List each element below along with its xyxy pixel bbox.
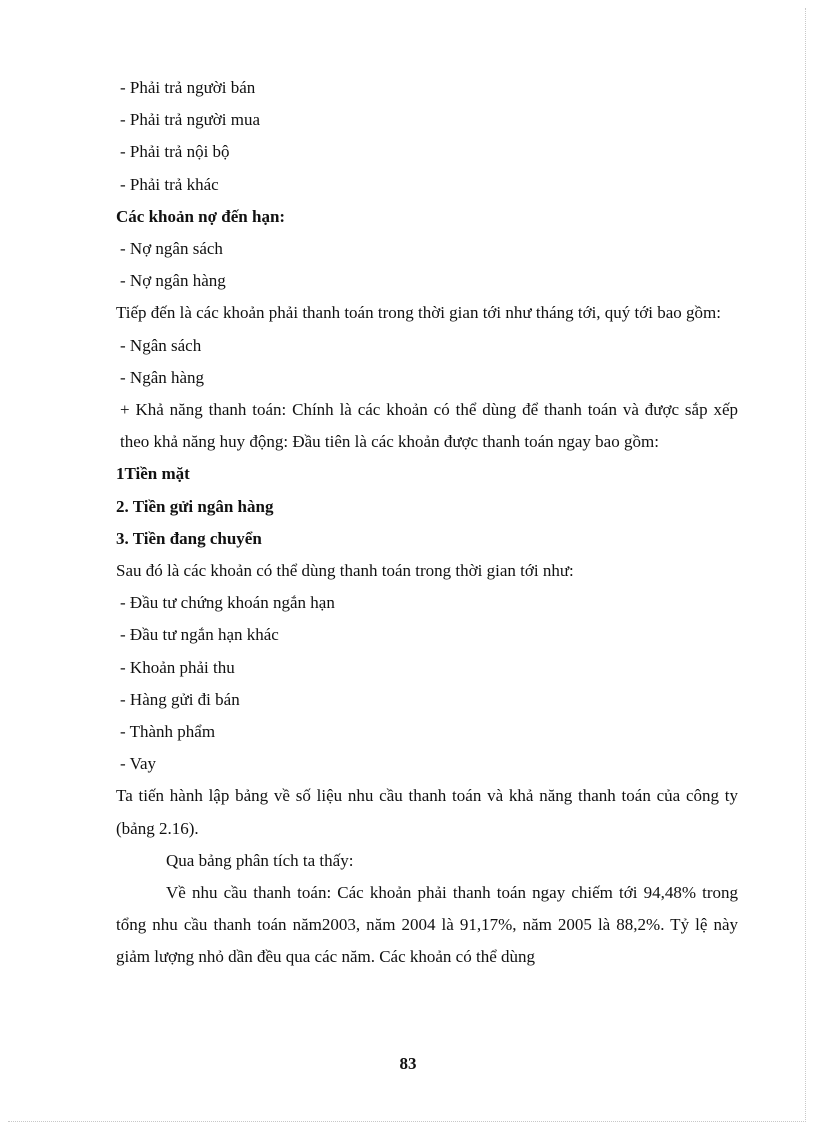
paragraph: Sau đó là các khoản có thể dùng thanh toán trong thời gian tới như:	[116, 561, 574, 581]
list-item: - Khoản phải thu	[120, 657, 235, 677]
numbered-item: 3. Tiền đang chuyển	[116, 528, 262, 548]
list-item: - Phải trả người bán	[120, 78, 256, 97]
list-item: - Vay	[120, 754, 157, 774]
list-item: - Phải trả khác	[120, 174, 219, 194]
list-item: - Phải trả nội bộ	[120, 142, 230, 162]
list-item: - Nợ ngân sách	[120, 239, 223, 259]
list-item: - Hàng gửi đi bán	[120, 689, 240, 709]
numbered-item: 2. Tiền gửi ngân hàng	[116, 496, 274, 516]
paragraph: Ta tiến hành lập bảng về số liệu nhu cầu thanh toán và khả năng thanh toán của công ty (bảng 2.16).	[116, 786, 738, 838]
numbered-item: 1Tiền mặt	[116, 464, 190, 484]
paragraph: Về nhu cầu thanh toán: Các khoản phải thanh toán ngay chiếm tới 94,48% trong tổng nhu cầu thanh toán năm2003, năm 2004 là 91,17%, năm 2005 là 88,2%. Tỷ lệ này giảm lượng nhỏ dần đều qua các năm. Các khoản có thể dùng	[116, 883, 738, 967]
list-item: - Đầu tư chứng khoán ngắn hạn	[120, 593, 335, 613]
list-item: - Phải trả người mua	[120, 110, 261, 130]
paragraph: + Khả năng thanh toán: Chính là các khoản có thể dùng để thanh toán và được sắp xếp theo khả năng huy động: Đầu tiên là các khoản được thanh toán ngay bao gồm:	[120, 400, 738, 452]
list-item: - Thành phẩm	[120, 722, 216, 742]
list-item: - Ngân hàng	[120, 367, 205, 387]
document-body	[116, 72, 738, 974]
section-heading: Các khoản nợ đến hạn:	[116, 206, 286, 226]
paragraph: Tiếp đến là các khoản phải thanh toán trong thời gian tới như tháng tới, quý tới bao gồm:	[116, 303, 721, 323]
list-item: - Nợ ngân hàng	[120, 271, 226, 291]
page-number: 83	[399, 1054, 417, 1073]
list-item: - Ngân sách	[120, 335, 202, 355]
paragraph: Qua bảng phân tích ta thấy:	[166, 850, 354, 870]
list-item: - Đầu tư ngắn hạn khác	[120, 625, 279, 645]
